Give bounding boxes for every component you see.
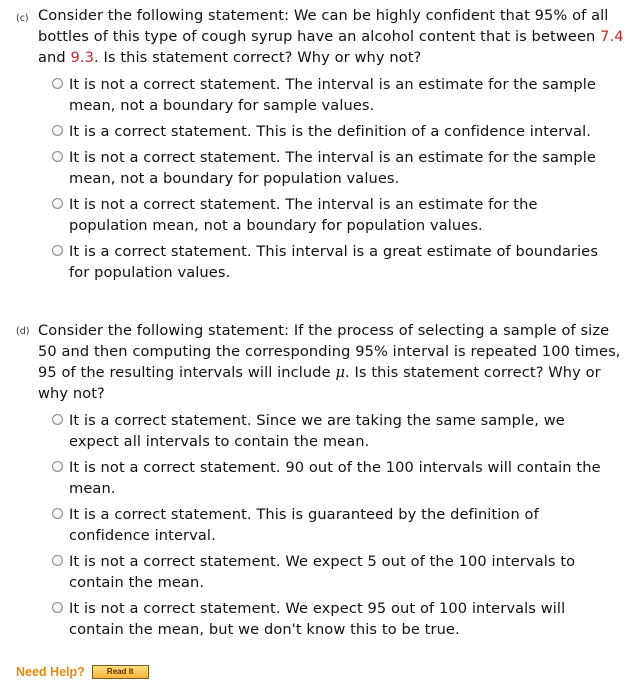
part-c-option-3[interactable] xyxy=(0,147,617,189)
part-c-options xyxy=(0,74,626,283)
need-help-label: Need Help? xyxy=(16,665,85,679)
option-label: It is not a correct statement. We expect 95 out of 100 intervals will contain the mean, but we don't know this to be true. xyxy=(69,600,566,638)
read-it-button[interactable]: Read It xyxy=(92,665,149,679)
interval-low-value: 7.4 xyxy=(600,28,624,45)
option-label: It is a correct statement. Since we are taking the same sample, we expect all intervals to contain the mean. xyxy=(69,412,565,450)
question-text: Consider the following statement: We can be highly confident that 95% of all bottles of this type of cough syrup have an alcohol content that is between xyxy=(38,7,609,45)
interval-high-value: 9.3 xyxy=(70,49,95,66)
option-label: It is not a correct statement. The interval is an estimate for the population mean, not a boundary for population values. xyxy=(69,196,538,234)
part-c xyxy=(0,5,626,288)
option-label: It is not a correct statement. The interval is an estimate for the sample mean, not a boundary for population values. xyxy=(69,149,596,187)
option-label: It is a correct statement. This is the definition of a confidence interval. xyxy=(69,123,591,140)
radio-button[interactable] xyxy=(52,151,63,162)
need-help-bar xyxy=(16,662,149,682)
part-d-option-3[interactable] xyxy=(0,504,617,546)
option-label: It is not a correct statement. 90 out of the 100 intervals will contain the mean. xyxy=(69,459,601,497)
question-text: and xyxy=(38,49,71,66)
option-label: It is a correct statement. This is guaranteed by the definition of confidence interval. xyxy=(69,506,539,544)
radio-button[interactable] xyxy=(52,414,63,425)
option-label: It is not a correct statement. The interval is an estimate for the sample mean, not a boundary for sample values. xyxy=(69,76,596,114)
radio-button[interactable] xyxy=(52,508,63,519)
part-d-option-4[interactable] xyxy=(0,551,617,593)
part-c-option-5[interactable] xyxy=(0,241,617,283)
radio-button[interactable] xyxy=(52,461,63,472)
question-text: Consider the following statement: If the process of selecting a sample of size 50 and then computing the corresponding 95% interval is repeated 100 times, 95 of the resulting intervals will include xyxy=(38,322,621,381)
part-d-option-5[interactable] xyxy=(0,598,617,640)
radio-button[interactable] xyxy=(52,555,63,566)
part-c-option-4[interactable] xyxy=(0,194,617,236)
part-d-options xyxy=(0,410,626,640)
question-text: . Is this statement correct? Why or why not? xyxy=(38,364,601,402)
part-c-label: (c) xyxy=(16,13,29,24)
question-text: . Is this statement correct? Why or why not? xyxy=(94,49,422,66)
part-d-label: (d) xyxy=(16,326,30,337)
part-c-option-2[interactable] xyxy=(0,121,617,142)
part-d-option-2[interactable] xyxy=(0,457,617,499)
part-d xyxy=(0,320,626,645)
part-c-option-1[interactable] xyxy=(0,74,617,116)
part-d-question xyxy=(38,320,626,404)
mu-symbol: μ xyxy=(335,364,346,381)
option-label: It is not a correct statement. We expect 5 out of the 100 intervals to contain the mean. xyxy=(69,553,576,591)
option-label: It is a correct statement. This interval is a great estimate of boundaries for population values. xyxy=(69,243,599,281)
radio-button[interactable] xyxy=(52,602,63,613)
part-d-option-1[interactable] xyxy=(0,410,617,452)
radio-button[interactable] xyxy=(52,198,63,209)
part-c-question xyxy=(38,5,626,68)
radio-button[interactable] xyxy=(52,245,63,256)
radio-button[interactable] xyxy=(52,78,63,89)
radio-button[interactable] xyxy=(52,125,63,136)
